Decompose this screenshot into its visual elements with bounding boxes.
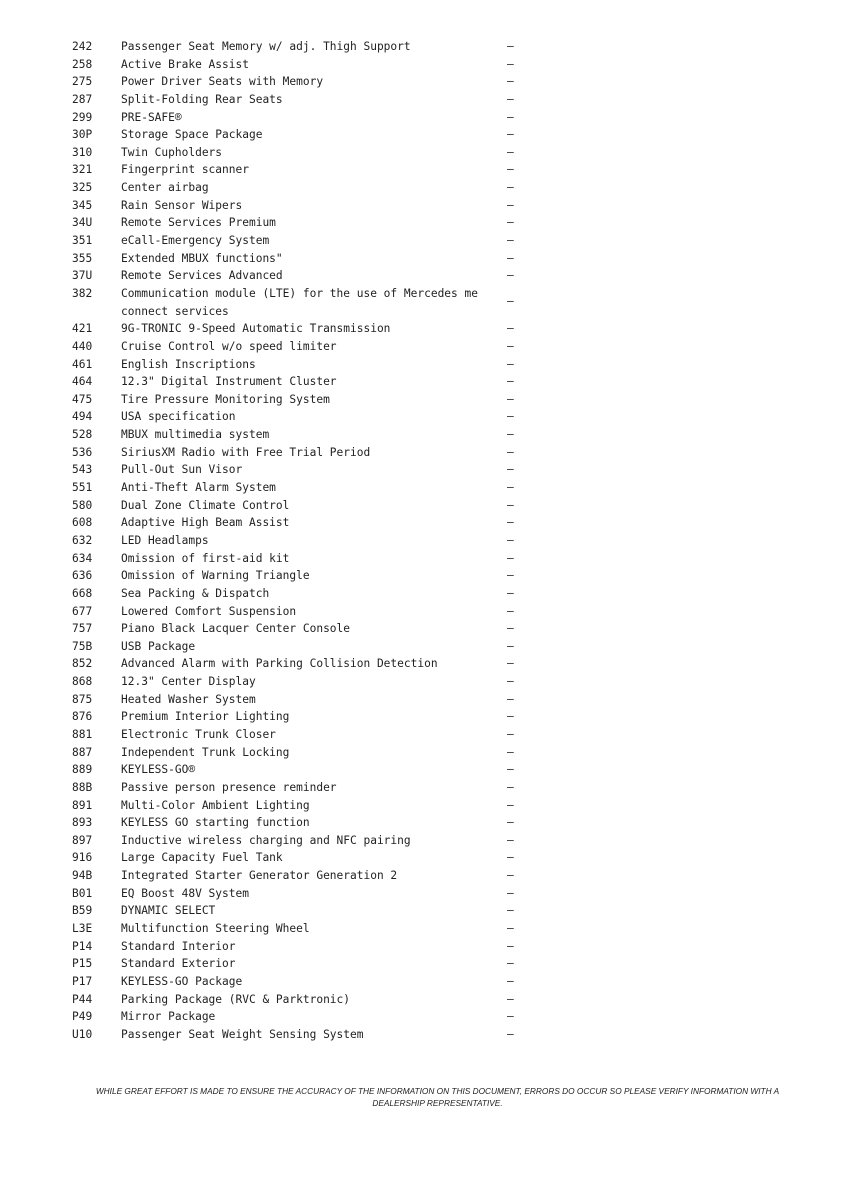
option-code: 757 xyxy=(72,622,93,636)
option-row xyxy=(0,691,848,709)
option-row xyxy=(0,91,848,109)
option-price: — xyxy=(507,710,514,724)
option-code: 475 xyxy=(72,392,93,406)
option-price: — xyxy=(507,339,514,353)
option-price: — xyxy=(507,816,514,830)
option-code: 636 xyxy=(72,569,93,583)
option-code: 887 xyxy=(72,745,93,759)
option-code: 668 xyxy=(72,586,93,600)
option-price: — xyxy=(507,269,514,283)
option-price: — xyxy=(507,939,514,953)
option-code: 461 xyxy=(72,357,93,371)
option-price: — xyxy=(507,294,514,308)
option-code: 881 xyxy=(72,728,93,741)
option-price: — xyxy=(507,992,514,1006)
option-description: Storage Space Package xyxy=(121,128,263,142)
option-code: P49 xyxy=(72,1010,93,1024)
option-code: 94B xyxy=(72,869,93,883)
option-description: Extended MBUX functions" xyxy=(121,251,283,265)
option-price: — xyxy=(507,886,514,900)
option-description: Passenger Seat Weight Sensing System xyxy=(121,1027,364,1041)
option-code: U10 xyxy=(72,1027,93,1041)
option-row xyxy=(0,885,848,903)
option-row xyxy=(0,550,848,568)
option-row xyxy=(0,797,848,815)
option-price: — xyxy=(507,904,514,918)
option-code: 916 xyxy=(72,851,93,865)
option-row xyxy=(0,567,848,585)
option-description: eCall-Emergency System xyxy=(121,234,270,248)
option-row xyxy=(0,109,848,127)
option-price: — xyxy=(507,639,514,653)
option-code: 321 xyxy=(72,163,93,177)
option-description: Center airbag xyxy=(121,181,209,195)
option-description: Standard Interior xyxy=(121,939,236,953)
option-description: 9G-TRONIC 9-Speed Automatic Transmission xyxy=(121,322,391,336)
option-description: Advanced Alarm with Parking Collision Detection xyxy=(121,657,438,671)
option-description: USB Package xyxy=(121,639,196,653)
option-description: Anti-Theft Alarm System xyxy=(121,481,276,495)
disclaimer: WHILE GREAT EFFORT IS MADE TO ENSURE THE ACCURACY OF THE INFORMATION ON THIS DOCUMENT, ERRORS DO OCCUR SO PLEASE VERIFY INFORMATION WITH A DEALERSHIP REPRESENTATIVE. xyxy=(95,1086,780,1108)
option-row xyxy=(0,920,848,938)
option-row xyxy=(0,867,848,885)
option-code: P14 xyxy=(72,939,93,953)
option-row xyxy=(0,444,848,462)
option-code: 440 xyxy=(72,339,93,353)
option-row xyxy=(0,38,848,56)
option-description: Integrated Starter Generator Generation 2 xyxy=(121,869,398,883)
option-code: 299 xyxy=(72,110,93,124)
option-description: Remote Services Advanced xyxy=(121,269,283,283)
option-price: — xyxy=(507,922,514,936)
option-description: Twin Cupholders xyxy=(121,145,223,159)
option-code: B01 xyxy=(72,886,93,900)
option-code: 75B xyxy=(72,639,93,653)
option-row xyxy=(0,144,848,162)
option-code: P44 xyxy=(72,992,93,1006)
option-price: — xyxy=(507,780,514,794)
option-price: — xyxy=(507,692,514,706)
option-row xyxy=(0,56,848,74)
option-price: — xyxy=(507,181,514,195)
option-code: P17 xyxy=(72,974,93,988)
option-description: KEYLESS-GO Package xyxy=(121,974,243,988)
option-price: — xyxy=(507,833,514,847)
option-row xyxy=(0,849,848,867)
option-price: — xyxy=(507,198,514,212)
option-description: Power Driver Seats with Memory xyxy=(121,75,324,89)
option-description: PRE-SAFE® xyxy=(121,110,182,124)
option-price: — xyxy=(507,410,514,424)
option-description: Heated Washer System xyxy=(121,692,256,706)
option-row xyxy=(0,320,848,338)
option-code: 852 xyxy=(72,657,93,671)
option-code: 421 xyxy=(72,322,93,336)
option-code: 325 xyxy=(72,181,93,195)
option-price: — xyxy=(507,251,514,265)
option-price: — xyxy=(507,322,514,336)
option-code: 275 xyxy=(72,75,93,89)
option-description: Multifunction Steering Wheel xyxy=(121,922,310,936)
option-price: — xyxy=(507,92,514,106)
option-price: — xyxy=(507,1010,514,1024)
option-description: Large Capacity Fuel Tank xyxy=(121,851,283,865)
option-row xyxy=(0,779,848,797)
option-price: — xyxy=(507,551,514,565)
option-price: — xyxy=(507,57,514,71)
option-code: 88B xyxy=(72,780,93,794)
option-price: — xyxy=(507,234,514,248)
option-description: DYNAMIC SELECT xyxy=(121,904,216,918)
option-row xyxy=(0,356,848,374)
option-code: 551 xyxy=(72,481,93,495)
option-description: Electronic Trunk Closer xyxy=(121,728,276,741)
option-row xyxy=(0,1026,848,1044)
option-code: 608 xyxy=(72,516,93,530)
option-price: — xyxy=(507,957,514,971)
option-row xyxy=(0,126,848,144)
option-row xyxy=(0,267,848,285)
option-code: 258 xyxy=(72,57,93,71)
option-description: Pull-Out Sun Visor xyxy=(121,463,243,477)
option-description: LED Headlamps xyxy=(121,533,209,547)
option-row xyxy=(0,655,848,673)
option-price: — xyxy=(507,657,514,671)
option-code: 494 xyxy=(72,410,93,424)
option-row xyxy=(0,232,848,250)
option-row xyxy=(0,479,848,497)
option-price: — xyxy=(507,498,514,512)
option-description: KEYLESS-GO® xyxy=(121,763,196,777)
option-description: Piano Black Lacquer Center Console xyxy=(121,622,351,636)
option-price: — xyxy=(507,763,514,777)
option-row xyxy=(0,373,848,391)
option-description: Passive person presence reminder xyxy=(121,780,337,794)
option-description: MBUX multimedia system xyxy=(121,428,270,442)
option-row xyxy=(0,832,848,850)
option-description: Fingerprint scanner xyxy=(121,163,249,177)
option-row xyxy=(0,620,848,638)
option-price: — xyxy=(507,745,514,759)
option-price: — xyxy=(507,75,514,89)
option-price: — xyxy=(507,569,514,583)
option-row xyxy=(0,638,848,656)
option-code: 634 xyxy=(72,551,93,565)
option-code: 30P xyxy=(72,128,93,142)
option-row xyxy=(0,726,848,744)
option-code: 351 xyxy=(72,234,93,248)
option-code: 875 xyxy=(72,692,93,706)
option-code: L3E xyxy=(72,922,93,936)
option-description: Premium Interior Lighting xyxy=(121,710,290,724)
option-description: Multi-Color Ambient Lighting xyxy=(121,798,310,812)
option-description: USA specification xyxy=(121,410,236,424)
option-row xyxy=(0,938,848,956)
option-code: 345 xyxy=(72,198,93,212)
option-price: — xyxy=(507,163,514,177)
option-price: — xyxy=(507,357,514,371)
option-description: Remote Services Premium xyxy=(121,216,276,230)
option-price: — xyxy=(507,516,514,530)
option-description: Lowered Comfort Suspension xyxy=(121,604,297,618)
option-code: 242 xyxy=(72,40,93,53)
option-price: — xyxy=(507,445,514,459)
options-list xyxy=(0,38,848,1044)
option-price: — xyxy=(507,798,514,812)
option-description: Sea Packing & Dispatch xyxy=(121,586,270,600)
option-row xyxy=(0,250,848,268)
option-code: 677 xyxy=(72,604,93,618)
option-row xyxy=(0,991,848,1009)
option-row xyxy=(0,461,848,479)
option-row xyxy=(0,902,848,920)
option-row xyxy=(0,179,848,197)
option-description: Rain Sensor Wipers xyxy=(121,198,243,212)
option-price: — xyxy=(507,851,514,865)
option-code: 889 xyxy=(72,763,93,777)
option-price: — xyxy=(507,216,514,230)
option-description: KEYLESS GO starting function xyxy=(121,816,310,830)
option-description: Mirror Package xyxy=(121,1010,216,1024)
option-description: Split-Folding Rear Seats xyxy=(121,92,283,106)
option-row xyxy=(0,1008,848,1026)
option-description: Standard Exterior xyxy=(121,957,236,971)
option-price: — xyxy=(507,1027,514,1041)
option-row xyxy=(0,532,848,550)
option-row xyxy=(0,391,848,409)
option-code: 287 xyxy=(72,92,93,106)
option-price: — xyxy=(507,392,514,406)
option-price: — xyxy=(507,675,514,689)
option-description: Independent Trunk Locking xyxy=(121,745,290,759)
option-row xyxy=(0,73,848,91)
option-row xyxy=(0,514,848,532)
option-description: Cruise Control w/o speed limiter xyxy=(121,339,337,353)
option-price: — xyxy=(507,128,514,142)
option-code: B59 xyxy=(72,904,93,918)
option-description: Inductive wireless charging and NFC pairing xyxy=(121,833,411,847)
option-code: 34U xyxy=(72,216,93,230)
option-row xyxy=(0,197,848,215)
option-row xyxy=(0,955,848,973)
option-code: 876 xyxy=(72,710,93,724)
option-price: — xyxy=(507,463,514,477)
option-description: Omission of first-aid kit xyxy=(121,551,290,565)
option-row xyxy=(0,814,848,832)
option-price: — xyxy=(507,728,514,741)
option-code: 893 xyxy=(72,816,93,830)
option-description: Parking Package (RVC & Parktronic) xyxy=(121,992,351,1006)
option-price: — xyxy=(507,375,514,389)
option-description: SiriusXM Radio with Free Trial Period xyxy=(121,445,371,459)
option-row xyxy=(0,673,848,691)
option-description: Communication module (LTE) for the use of Mercedes me connect services xyxy=(121,286,478,318)
option-description: Adaptive High Beam Assist xyxy=(121,516,290,530)
option-description: Passenger Seat Memory w/ adj. Thigh Support xyxy=(121,40,411,53)
option-price: — xyxy=(507,428,514,442)
option-price: — xyxy=(507,604,514,618)
option-description: Dual Zone Climate Control xyxy=(121,498,290,512)
option-description: Tire Pressure Monitoring System xyxy=(121,392,330,406)
option-price: — xyxy=(507,110,514,124)
option-row xyxy=(0,708,848,726)
option-code: 868 xyxy=(72,675,93,689)
option-row xyxy=(0,214,848,232)
option-row xyxy=(0,973,848,991)
option-row xyxy=(0,603,848,621)
option-price: — xyxy=(507,622,514,636)
option-code: 464 xyxy=(72,375,93,389)
option-code: 897 xyxy=(72,833,93,847)
option-price: — xyxy=(507,533,514,547)
option-price: — xyxy=(507,481,514,495)
option-price: — xyxy=(507,586,514,600)
option-row xyxy=(0,761,848,779)
option-row xyxy=(0,408,848,426)
option-description: Omission of Warning Triangle xyxy=(121,569,310,583)
option-price: — xyxy=(507,974,514,988)
option-description: Active Brake Assist xyxy=(121,57,249,71)
option-code: 580 xyxy=(72,498,93,512)
option-row xyxy=(0,338,848,356)
option-row xyxy=(0,285,848,320)
option-description: EQ Boost 48V System xyxy=(121,886,249,900)
option-price: — xyxy=(507,145,514,159)
option-code: 310 xyxy=(72,145,93,159)
option-code: 37U xyxy=(72,269,93,283)
option-description: English Inscriptions xyxy=(121,357,256,371)
option-description: 12.3" Center Display xyxy=(121,675,256,689)
option-row xyxy=(0,585,848,603)
option-code: 528 xyxy=(72,428,93,442)
option-code: 382 xyxy=(72,286,93,300)
option-code: 536 xyxy=(72,445,93,459)
option-description: 12.3" Digital Instrument Cluster xyxy=(121,375,337,389)
option-code: 543 xyxy=(72,463,93,477)
option-code: 632 xyxy=(72,533,93,547)
option-code: 355 xyxy=(72,251,93,265)
option-row xyxy=(0,161,848,179)
option-code: 891 xyxy=(72,798,93,812)
option-row xyxy=(0,497,848,515)
option-price: — xyxy=(507,40,514,53)
option-row xyxy=(0,744,848,762)
option-row xyxy=(0,426,848,444)
option-code: P15 xyxy=(72,957,93,971)
option-price: — xyxy=(507,869,514,883)
